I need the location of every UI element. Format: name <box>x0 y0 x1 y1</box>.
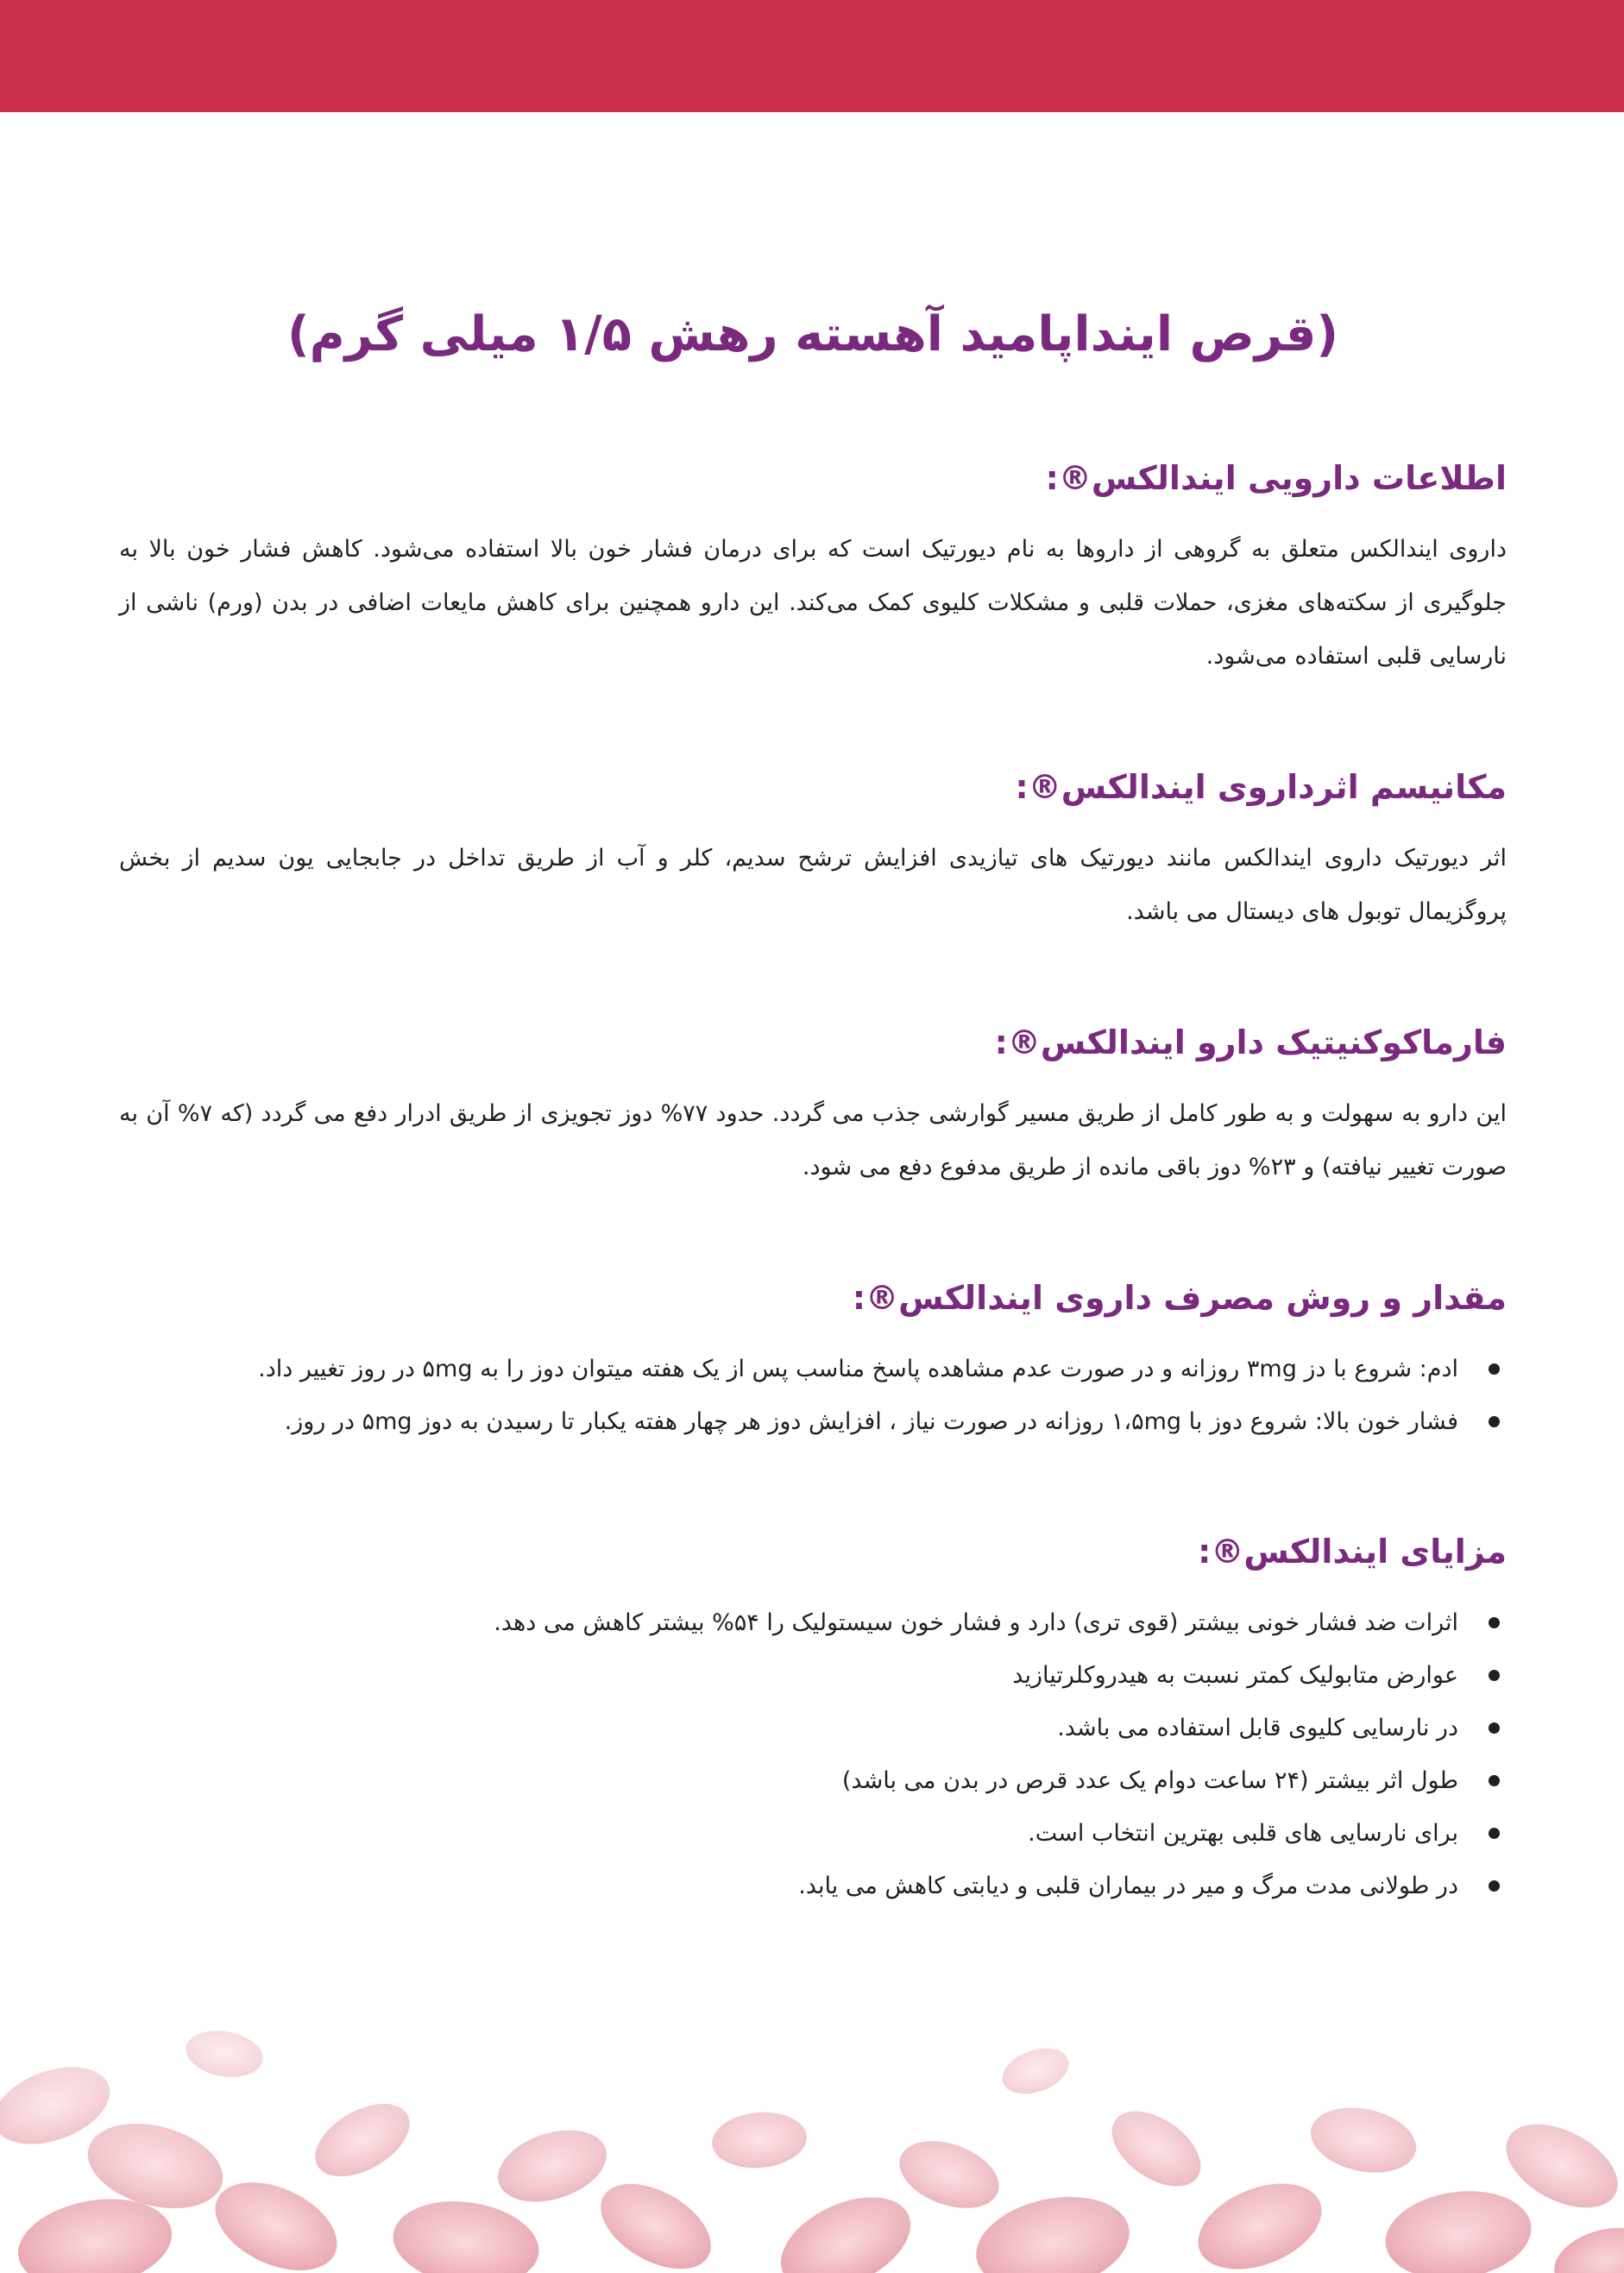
section-heading: اطلاعات دارویی ایندالکس®: <box>1045 459 1507 497</box>
section-heading: مزایای ایندالکس®: <box>1198 1533 1507 1571</box>
bullet-icon <box>1489 1670 1500 1681</box>
list-item-text: در نارسایی کلیوی قابل استفاده می باشد. <box>1057 1715 1458 1741</box>
list-item <box>119 1860 1507 1912</box>
advantages-list <box>119 1596 1507 1912</box>
bullet-icon <box>1489 1617 1500 1628</box>
section-mechanism <box>119 759 1507 939</box>
section-paragraph: داروی ایندالکس متعلق به گروهی از داروها به نام دیورتیک است که برای درمان فشار خون بالا استفاده می‌شود. کاهش فشار خون بالا به جلوگیری از سکته‌های مغزی، حملات قلبی و مشکلات کلیوی کمک می‌کند. این دارو همچنین برای کاهش مایعات اضافی در بدن (ورم) ناشی از نارسایی قلبی استفاده می‌شود. <box>119 536 1507 670</box>
section-paragraph: این دارو به سهولت و به طور کامل از طریق مسیر گوارشی جذب می گردد. حدود ۷۷% دوز تجویزی از طریق ادرار دفع می گردد (که ۷% آن به صورت تغییر نیافته) و ۲۳% دوز باقی مانده از طریق مدفوع دفع می شود. <box>119 1100 1508 1181</box>
list-item <box>119 1702 1507 1754</box>
list-item-text: طول اثر بیشتر (۲۴ ساعت دوام یک عدد قرص در بدن می باشد) <box>841 1767 1458 1794</box>
section-heading: مکانیسم اثرداروی ایندالکس®: <box>1015 768 1507 806</box>
bullet-icon <box>1489 1880 1500 1892</box>
blood-cells-background <box>0 1881 1624 2273</box>
list-item-text: برای نارسایی های قلبی بهترین انتخاب است. <box>1028 1820 1458 1847</box>
bullet-icon <box>1489 1416 1500 1427</box>
bullet-icon <box>1489 1722 1500 1734</box>
list-item <box>119 1395 1507 1448</box>
list-item <box>119 1754 1507 1807</box>
dosage-list <box>119 1343 1507 1448</box>
bullet-icon <box>1489 1363 1500 1375</box>
bullet-icon <box>1489 1775 1500 1786</box>
list-item-text: اثرات ضد فشار خونی بیشتر (قوی تری) دارد و فشار خون سیستولیک را ۵۴% بیشتر کاهش می دهد. <box>494 1609 1458 1636</box>
section-pharmacokinetics <box>119 1015 1507 1194</box>
list-item-text: ادم: شروع با دز ۳mg روزانه و در صورت عدم مشاهده پاسخ مناسب پس از یک هفته میتوان دوز را به ۵mg در روز تغییر داد. <box>258 1356 1458 1382</box>
section-paragraph: اثر دیورتیک داروی ایندالکس مانند دیورتیک های تیازیدی افزایش ترشح سدیم، کلر و آب از طریق تداخل در جابجایی یون سدیم از بخش پروگزیمال توبول های دیستال می باشد. <box>119 845 1507 925</box>
section-heading: فارماکوکنیتیک دارو ایندالکس®: <box>994 1023 1507 1061</box>
section-advantages <box>119 1524 1507 1912</box>
list-item-text: در طولانی مدت مرگ و میر در بیماران قلبی و دیابتی کاهش می یابد. <box>798 1873 1458 1899</box>
list-item-text: عوارض متابولیک کمتر نسبت به هیدروکلرتیازید <box>1012 1662 1458 1689</box>
list-item-text: فشار خون بالا: شروع دوز با ۱،۵mg روزانه در صورت نیاز ، افزایش دوز هر چهار هفته یکبار تا رسیدن به دوز ۵mg در روز. <box>284 1408 1458 1435</box>
list-item <box>119 1807 1507 1860</box>
document-content <box>119 293 1507 1912</box>
bullet-icon <box>1489 1828 1500 1839</box>
list-item <box>119 1649 1507 1702</box>
top-color-band <box>0 0 1624 112</box>
document-title: (قرص اینداپامید آهسته رهش ۱/۵ میلی گرم) <box>287 306 1338 362</box>
list-item <box>119 1343 1507 1395</box>
list-item <box>119 1596 1507 1649</box>
section-heading: مقدار و روش مصرف داروی ایندالکس®: <box>852 1279 1507 1317</box>
section-drug-info <box>119 450 1507 683</box>
section-dosage <box>119 1270 1507 1448</box>
